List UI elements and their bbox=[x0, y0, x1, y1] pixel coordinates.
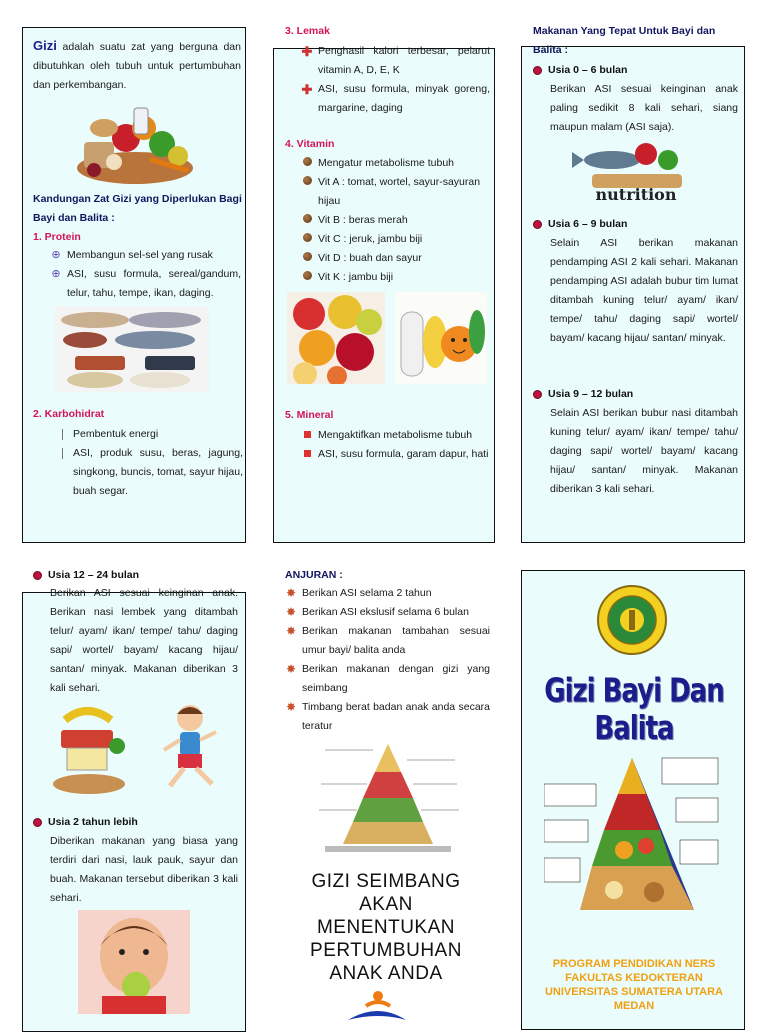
intro-word: Gizi bbox=[33, 38, 57, 53]
list-item-text: Berikan makanan tambahan sesuai umur bayi/ balita anda bbox=[302, 625, 490, 656]
list-item bbox=[300, 426, 490, 445]
program-line: FAKULTAS KEDOKTERAN bbox=[565, 972, 703, 984]
red-dot-icon bbox=[533, 220, 542, 229]
ball-bullet-icon bbox=[303, 176, 312, 185]
list-item bbox=[284, 622, 490, 660]
stage-label bbox=[533, 61, 627, 80]
red-dot-icon bbox=[33, 571, 42, 580]
program-text bbox=[524, 957, 744, 1013]
running-child-image bbox=[150, 700, 228, 794]
circle-cross-icon: ⊕ bbox=[51, 268, 61, 280]
red-dot-icon bbox=[533, 66, 542, 75]
anjuran-list bbox=[284, 584, 490, 736]
list-item-text: Membangun sel-sel yang rusak bbox=[67, 249, 213, 261]
food-pyramid-small-image bbox=[315, 740, 461, 858]
list-item-text: Vit K : jambu biji bbox=[318, 271, 394, 283]
protein-foods-image bbox=[55, 306, 209, 392]
slogan-line: GIZI SEIMBANG bbox=[311, 871, 461, 892]
red-dot-icon bbox=[533, 390, 542, 399]
colorful-plus-icon: ✚ bbox=[301, 82, 313, 97]
list-item bbox=[284, 660, 490, 698]
slogan bbox=[290, 870, 482, 985]
list-item-text: Timbang berat badan anak anda secara teratur bbox=[302, 701, 490, 732]
right-heading: Makanan Yang Tepat Untuk Bayi dan Balita : bbox=[533, 25, 716, 56]
stage-label bbox=[33, 566, 139, 585]
list-item bbox=[300, 211, 490, 230]
protein-heading: 1. Protein bbox=[33, 231, 81, 243]
lemak-list bbox=[300, 42, 490, 118]
nutrition-image bbox=[572, 138, 700, 214]
colorful-plus-icon: ✚ bbox=[301, 44, 313, 59]
stage-label-text: Usia 0 – 6 bulan bbox=[548, 64, 628, 76]
red-dot-icon bbox=[33, 818, 42, 827]
list-item bbox=[300, 249, 490, 268]
star-bullet-icon: ✸ bbox=[285, 624, 297, 638]
list-item-text: Mengatur metabolisme tubuh bbox=[318, 157, 454, 169]
list-item bbox=[284, 584, 490, 603]
stage-text: Selain ASI berikan makanan pendamping ASI 2 kali sehari. Makanan pendamping ASI adalah bubur tim lumat ditambah kuning telur/ ayam/ ikan/ tempe/ tahu/ daging sapi/ wortel/ bayam/ kacang hijau/ santan/ minyak. bbox=[550, 237, 738, 344]
list-item bbox=[300, 445, 490, 464]
anjuran-heading: ANJURAN : bbox=[285, 569, 343, 581]
stage-label bbox=[533, 215, 627, 234]
list-item bbox=[49, 246, 241, 265]
karbohidrat-list bbox=[55, 425, 243, 501]
program-line: PROGRAM PENDIDIKAN NERS bbox=[552, 958, 716, 970]
vitamin-heading: 4. Vitamin bbox=[285, 138, 335, 150]
karbohidrat-heading: 2. Karbohidrat bbox=[33, 408, 105, 420]
stage-text: Diberikan makanan yang biasa yang terdiri dari nasi, lauk pauk, sayur dan buah. Makanan tersebut diberikan 3 kali sehari. bbox=[50, 835, 238, 904]
list-item-text: Berikan ASI selama 2 tahun bbox=[302, 587, 432, 599]
bar-bullet-icon bbox=[62, 448, 63, 459]
list-item-text: Vit B : beras merah bbox=[318, 214, 408, 226]
stage-label-text: Usia 9 – 12 bulan bbox=[548, 388, 634, 400]
list-item-text: Mengaktifkan metabolisme tubuh bbox=[318, 429, 473, 441]
food-groups-image bbox=[74, 98, 196, 188]
food-stack-image bbox=[47, 706, 131, 796]
list-item-text: Berikan makanan dengan gizi yang seimbang bbox=[302, 663, 490, 694]
list-item-text: ASI, susu formula, sereal/gandum, telur, tahu, tempe, ikan, daging. bbox=[67, 268, 241, 299]
circle-cross-icon: ⊕ bbox=[51, 249, 61, 261]
stage-label-text: Usia 12 – 24 bulan bbox=[48, 569, 140, 581]
slogan-line: AKAN bbox=[359, 894, 413, 915]
mineral-list bbox=[300, 426, 490, 464]
stage-text: Berikan ASI sesuai keinginan anak paling sedikit 8 kali sehari, siang maupun malam (ASI saja). bbox=[550, 83, 738, 133]
list-item bbox=[300, 80, 490, 118]
nutrient-section-heading: Kandungan Zat Gizi yang Diperlukan Bagi Bayi dan Balita : bbox=[33, 193, 242, 224]
ball-bullet-icon bbox=[303, 214, 312, 223]
protein-list bbox=[49, 246, 241, 303]
child-eating-apple-image bbox=[78, 910, 190, 1014]
stage-text: Selain ASI berikan bubur nasi ditambah kuning telur/ ayam/ ikan/ tempe/ tahu/ daging sapi/ wortel/ bayam/ kacang hijau/ santan/ minyak. Makanan diberikan 3 kali sehari. bbox=[550, 407, 738, 495]
list-item bbox=[300, 42, 490, 80]
list-item bbox=[55, 425, 243, 444]
star-bullet-icon: ✸ bbox=[285, 586, 297, 600]
list-item bbox=[55, 444, 243, 501]
star-bullet-icon: ✸ bbox=[285, 700, 297, 714]
intro-text: adalah suatu zat yang berguna dan dibutuhkan oleh tubuh untuk pertumbuhan dan perkembangan. bbox=[33, 41, 241, 91]
stage-label bbox=[33, 813, 138, 832]
university-emblem-icon bbox=[596, 584, 668, 656]
program-line: MEDAN bbox=[613, 1000, 655, 1012]
list-item-text: Vit A : tomat, wortel, sayur-sayuran hijau bbox=[318, 176, 481, 207]
list-item-text: Vit C : jeruk, jambu biji bbox=[318, 233, 423, 245]
slogan-line: ANAK ANDA bbox=[329, 963, 443, 984]
stage-label-text: Usia 2 tahun lebih bbox=[48, 816, 138, 828]
list-item bbox=[300, 268, 490, 287]
nutrition-word: nutrition bbox=[595, 185, 677, 204]
cartoon-fruits-image bbox=[395, 292, 487, 384]
square-bullet-icon bbox=[304, 450, 311, 457]
vitamin-list bbox=[300, 154, 490, 287]
ball-bullet-icon bbox=[303, 271, 312, 280]
lemak-heading: 3. Lemak bbox=[285, 25, 330, 37]
list-item bbox=[300, 230, 490, 249]
list-item-text: Vit D : buah dan sayur bbox=[318, 252, 422, 264]
cover-title: Gizi Bayi Dan Balita bbox=[544, 672, 724, 748]
list-item bbox=[300, 154, 490, 173]
fruit-bowl-image bbox=[287, 292, 385, 384]
bar-bullet-icon bbox=[62, 429, 63, 440]
list-item bbox=[284, 698, 490, 736]
list-item-text: ASI, susu formula, garam dapur, hati bbox=[318, 448, 489, 460]
ball-bullet-icon bbox=[303, 252, 312, 261]
ball-bullet-icon bbox=[303, 233, 312, 242]
slogan-line: PERTUMBUHAN bbox=[310, 940, 462, 961]
list-item bbox=[300, 173, 490, 211]
health-logo-icon bbox=[344, 990, 410, 1024]
list-item bbox=[49, 265, 241, 303]
ball-bullet-icon bbox=[303, 157, 312, 166]
list-item-text: Berikan ASI ekslusif selama 6 bulan bbox=[302, 606, 469, 618]
square-bullet-icon bbox=[304, 431, 311, 438]
program-line: UNIVERSITAS SUMATERA UTARA bbox=[544, 986, 724, 998]
list-item bbox=[284, 603, 490, 622]
star-bullet-icon: ✸ bbox=[285, 662, 297, 676]
mineral-heading: 5. Mineral bbox=[285, 409, 334, 421]
list-item-text: Penghasil kalori terbesar, pelarut vitamin A, D, E, K bbox=[318, 45, 490, 76]
star-bullet-icon: ✸ bbox=[285, 605, 297, 619]
food-pyramid-cover-image bbox=[544, 754, 720, 926]
list-item-text: Pembentuk energi bbox=[73, 428, 159, 440]
intro-paragraph bbox=[33, 36, 241, 95]
stage-label-text: Usia 6 – 9 bulan bbox=[548, 218, 628, 230]
stage-text: Berikan ASI sesuai keinginan anak. Berikan nasi lembek yang ditambah telur/ ayam/ ikan/ tempe/ tahu/ daging sapi/ wortel/ bayam/ kacang hijau/ santan/ minyak. Makanan diberikan 3 kali sehari. bbox=[50, 587, 238, 694]
list-item-text: ASI, produk susu, beras, jagung, singkong, buncis, tomat, sayur hijau, buah segar. bbox=[73, 447, 243, 497]
list-item-text: ASI, susu formula, minyak goreng, margarine, daging bbox=[318, 83, 490, 114]
slogan-line: MENENTUKAN bbox=[316, 917, 455, 938]
stage-label bbox=[533, 385, 633, 404]
